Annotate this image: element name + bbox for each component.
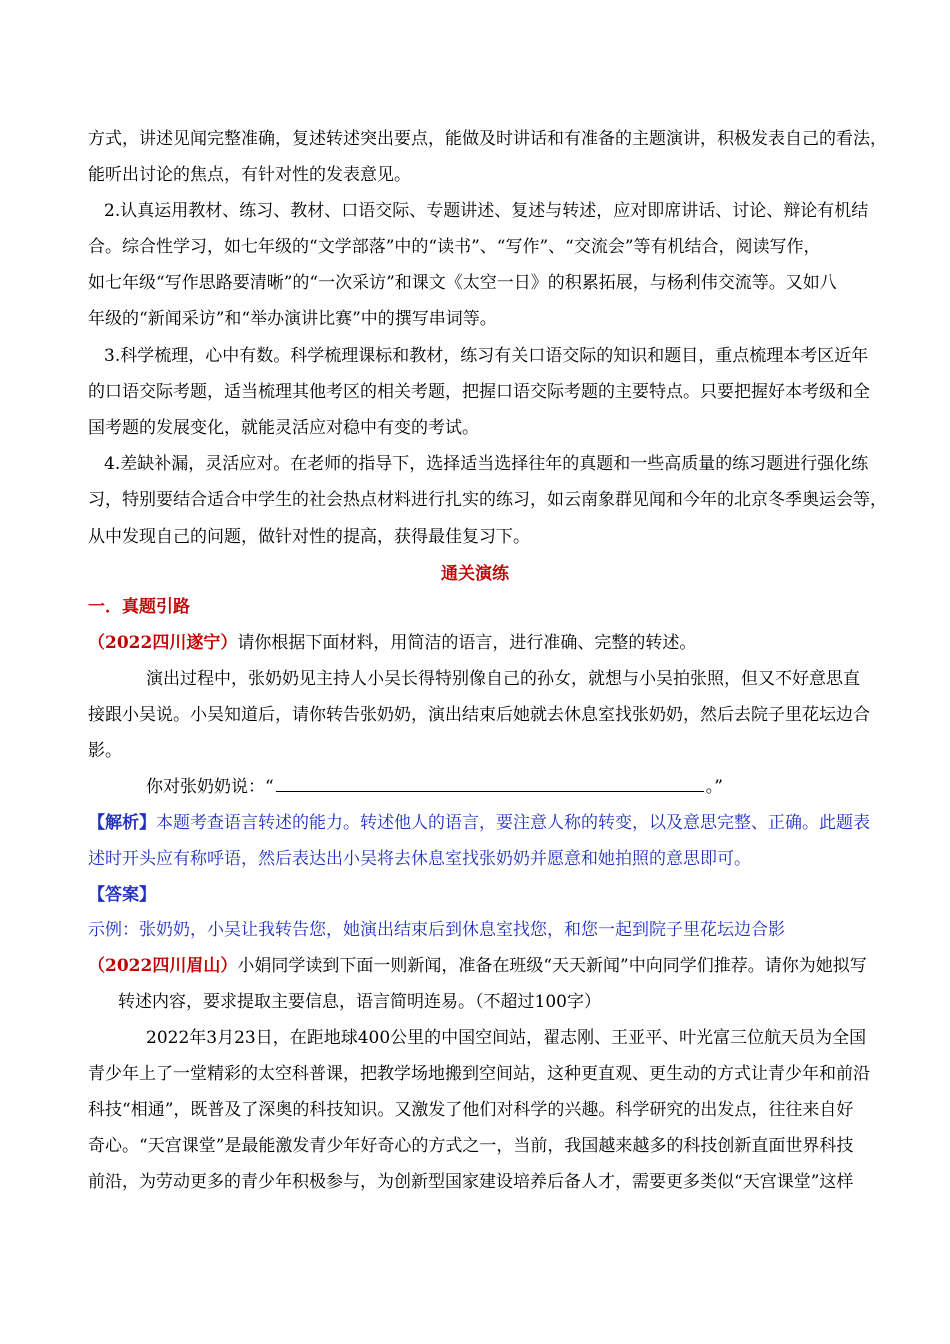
q2-material-line-3: 科技“相通”，既普及了深奥的科技知识。又激发了他们对科学的兴趣。科学研究的出发点，往往来自好 [88,1100,854,1120]
para2-line-4: 年级的“新闻采访”和“举办演讲比赛”中的撰写串词等。 [88,309,497,329]
para4-line-3: 从中发现自己的问题，做针对性的提高，获得最佳复习下。 [88,527,530,547]
para3-line-1: 3.科学梳理，心中有数。科学梳理课标和教材，练习有关口语交际的知识和题目，重点梳理本考区近年 [104,346,869,366]
q2-header [88,955,867,977]
q1-answer-line [146,776,723,798]
q1-material-line-3: 影。 [88,741,122,761]
intro-line-2: 能听出讨论的焦点，有针对性的发表意见。 [88,165,411,185]
para3-line-2: 的口语交际考题，适当梳理其他考区的相关考题，把握口语交际考题的主要特点。只要把握好本考级和全 [88,382,870,402]
q1-analysis-line-2: 述时开头应有称呼语，然后表达出小吴将去休息室找张奶奶并愿意和她拍照的意思即可。 [88,849,751,869]
para4-line-1: 4.差缺补漏，灵活应对。在老师的指导下，选择适当选择往年的真题和一些高质量的练习题进行强化练 [104,454,869,474]
q2-material-line-2: 青少年上了一堂精彩的太空科普课，把教学场地搬到空间站，这种更直观、更生动的方式让青少年和前沿 [88,1064,870,1084]
q1-answer-lead: 你对张奶奶说：“ [146,777,274,797]
q1-answer-tail: 。” [705,777,723,797]
q1-answer-blank[interactable] [276,777,704,792]
q2-material-line-4: 奇心。“天宫课堂”是最能激发青少年好奇心的方式之一，当前，我国越来越多的科技创新直面世界科技 [88,1136,854,1156]
q1-material-line-1: 演出过程中，张奶奶见主持人小吴长得特别像自己的孙女，就想与小吴拍张照，但又不好意思直 [146,669,860,689]
q1-analysis-line-1 [88,812,870,834]
q2-source: （2022四川眉山） [88,956,238,976]
para4-line-2: 习，特别要结合适合中学生的社会热点材料进行扎实的练习，如云南象群见闻和今年的北京冬季奥运会等， [88,490,887,510]
para2-line-2: 合。综合性学习，如七年级的“文学部落”中的“读书”、“写作”、“交流会”等有机结合，阅读写作， [88,237,821,257]
q1-prompt: 请你根据下面材料，用简洁的语言，进行准确、完整的转述。 [237,633,697,653]
sub-heading: 一．真题引路 [88,597,190,617]
para2-line-3: 如七年级“写作思路要清晰”的“一次采访”和课文《太空一日》的积累拓展，与杨利伟交流等。又如八 [88,273,837,293]
section-title: 通关演练 [441,564,509,584]
q1-analysis-text-1: 本题考查语言转述的能力。转述他人的语言，要注意人称的转变，以及意思完整、正确。此题表 [156,813,870,833]
q2-material-line-5: 前沿，为劳动更多的青少年积极参与，为创新型国家建设培养后备人才，需要更多类似“天宫课堂”这样 [88,1172,854,1192]
q1-answer-text: 示例：张奶奶，小吴让我转告您，她演出结束后到休息室找您，和您一起到院子里花坛边合影 [88,920,785,940]
q2-prompt-line-2: 转述内容，要求提取主要信息，语言简明连易。（不超过100字） [118,992,601,1012]
para2-line-1: 2.认真运用教材、练习、教材、口语交际、专题讲述、复述与转述，应对即席讲话、讨论、辩论有机结 [104,201,869,221]
q1-header [88,632,696,654]
q1-analysis-tag: 【解析】 [88,813,156,833]
intro-line-1: 方式，讲述见闻完整准确，复述转述突出要点，能做及时讲话和有准备的主题演讲，积极发表自己的看法， [88,129,887,149]
q1-material-line-2: 接跟小吴说。小吴知道后，请你转告张奶奶，演出结束后她就去休息室找张奶奶，然后去院子里花坛边合 [88,705,870,725]
q2-prompt-1: 小娟同学读到下面一则新闻，准备在班级“天天新闻”中向同学们推荐。请你为她拟写 [237,956,867,976]
q1-source: （2022四川遂宁） [88,633,238,653]
para3-line-3: 国考题的发展变化，就能灵活应对稳中有变的考试。 [88,418,479,438]
q1-answer-tag: 【答案】 [88,885,156,905]
q2-material-line-1: 2022年3月23日，在距地球400公里的中国空间站，翟志刚、王亚平、叶光富三位航天员为全国 [146,1028,867,1048]
